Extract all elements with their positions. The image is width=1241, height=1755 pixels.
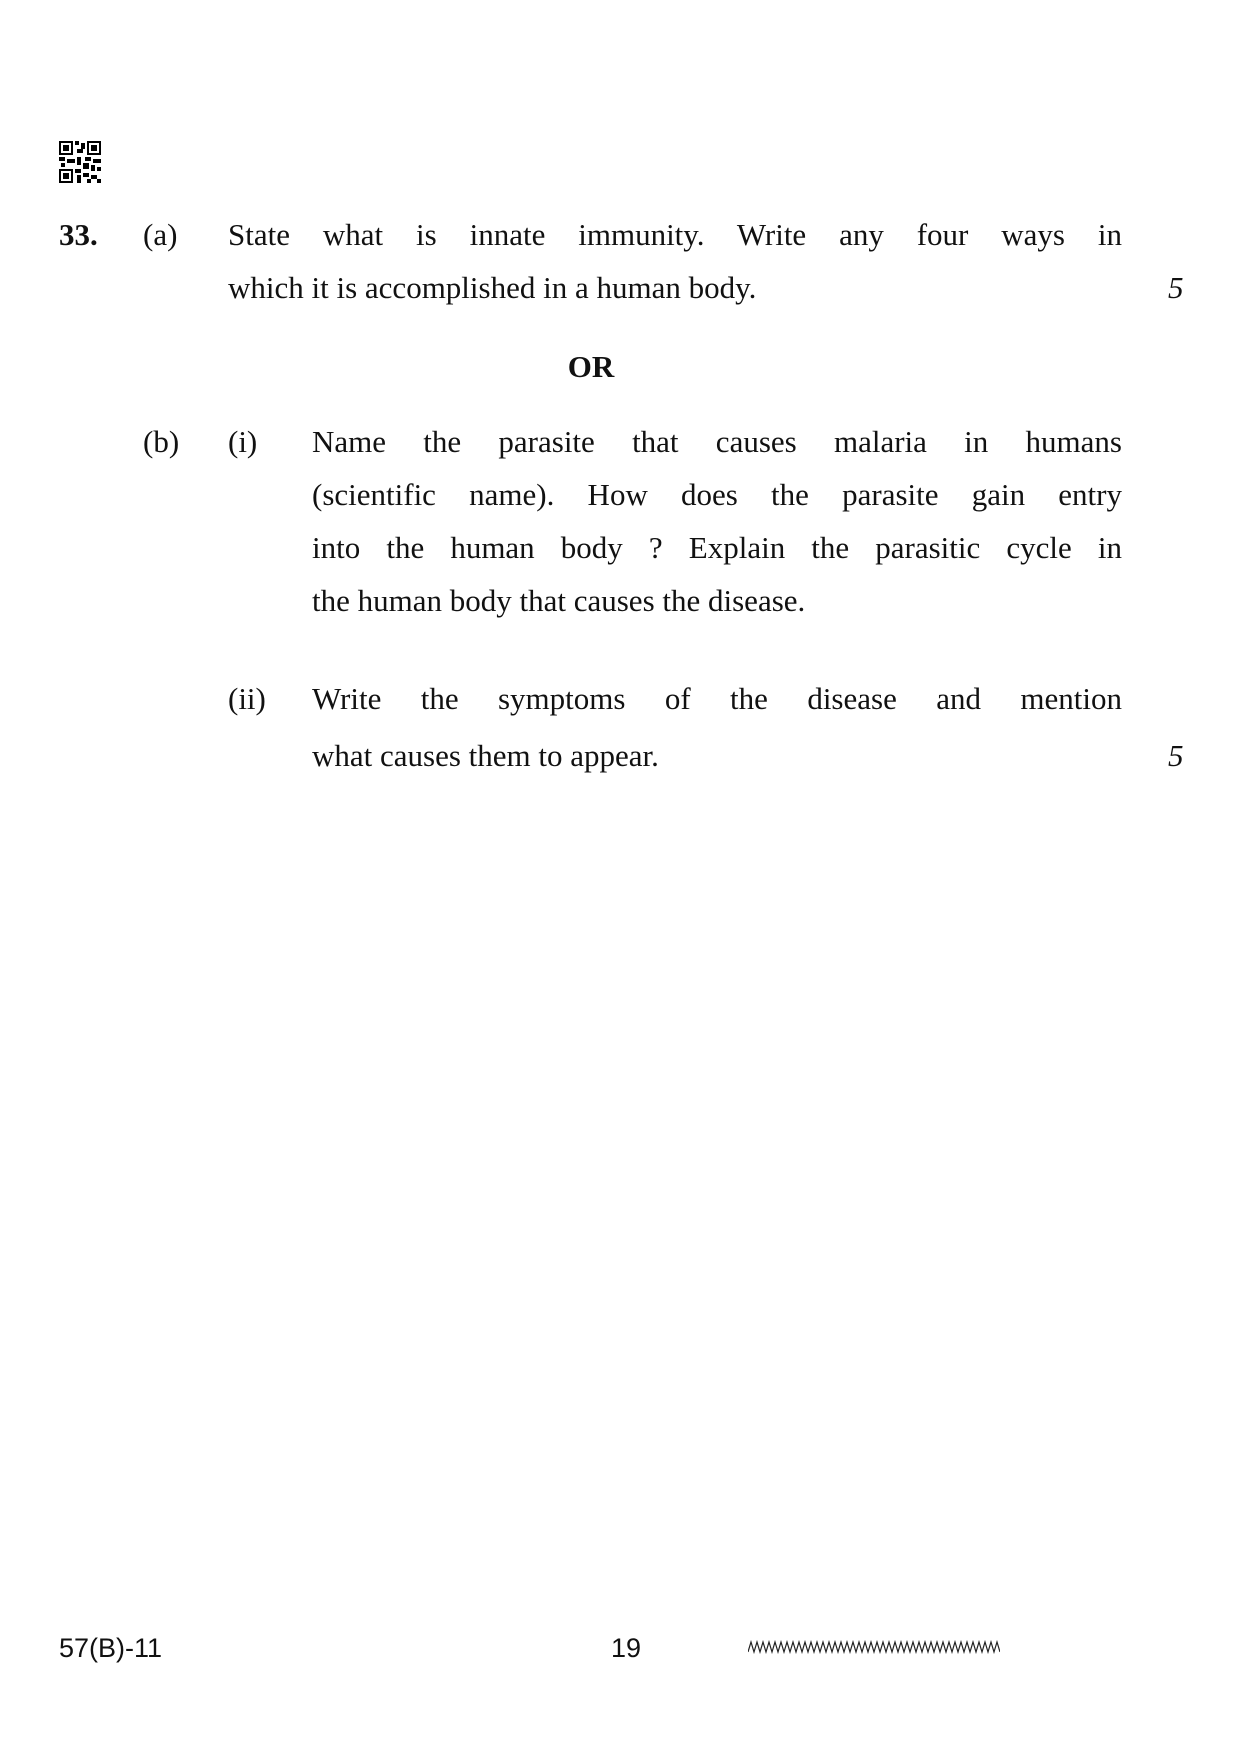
part-b-label: (b) — [143, 424, 180, 459]
part-a-text — [228, 208, 1122, 314]
part-b-i-text — [312, 415, 1122, 627]
part-b-i-line: Name the parasite that causes malaria in humans — [312, 424, 1122, 459]
part-b-ii-label: (ii) — [228, 681, 266, 716]
part-b-i-line: (scientific name). How does the parasite gain entry — [312, 477, 1122, 512]
wavy-line-decoration — [748, 1640, 1000, 1654]
part-a-marks: 5 — [1168, 270, 1184, 305]
qr-code — [59, 141, 101, 183]
part-a-line: State what is innate immunity. Write any four ways in — [228, 217, 1122, 252]
part-b-i-line: into the human body ? Explain the parasitic cycle in — [312, 530, 1122, 565]
part-b-ii-text — [312, 672, 1122, 782]
or-separator: OR — [567, 349, 615, 384]
paper-code: 57(B)-11 — [59, 1633, 163, 1663]
part-b-i-label: (i) — [228, 424, 258, 459]
part-b-i-line: the human body that causes the disease. — [312, 583, 806, 618]
part-b-ii-line: what causes them to appear. — [312, 738, 659, 773]
part-b-marks: 5 — [1168, 738, 1184, 773]
question-number: 33. — [59, 217, 98, 252]
part-a-line: which it is accomplished in a human body. — [228, 270, 757, 305]
part-a-label: (a) — [143, 217, 178, 252]
part-b-ii-line: Write the symptoms of the disease and mention — [312, 681, 1122, 716]
page-number: 19 — [611, 1633, 642, 1663]
